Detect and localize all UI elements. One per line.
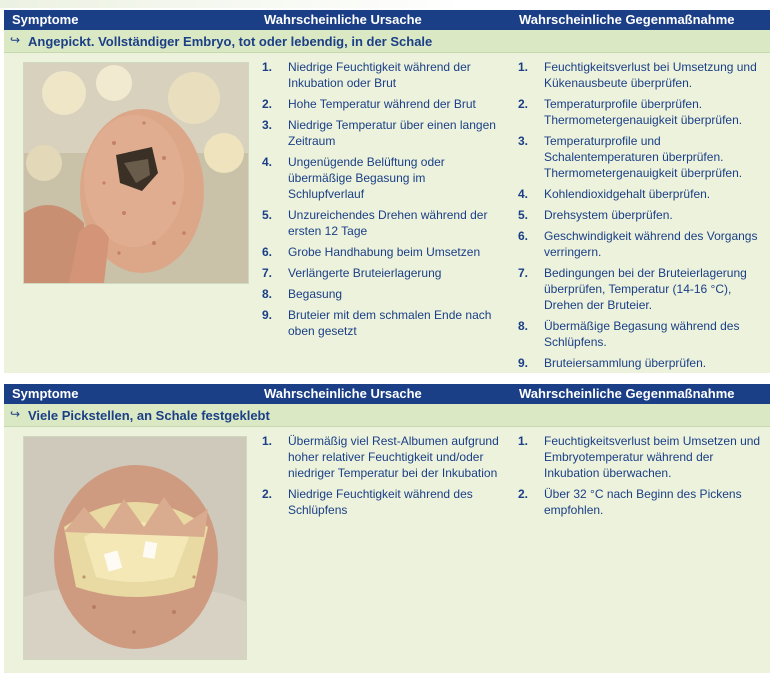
list-item: 8. Übermäßige Begasung während des Schlüpfens. bbox=[518, 319, 740, 349]
arrow-icon: ↪ bbox=[10, 33, 21, 47]
symptom-subheader bbox=[4, 30, 770, 53]
list-item: 8. Begasung bbox=[262, 287, 343, 301]
header-cause: Wahrscheinliche Ursache bbox=[264, 386, 422, 401]
list-item: 9. Bruteiersammlung überprüfen. bbox=[518, 356, 707, 370]
list-item: 2. Über 32 °C nach Beginn des Pickens empfohlen. bbox=[518, 487, 742, 517]
list-item: 1. Übermäßig viel Rest-Albumen aufgrund hoher relativer Feuchtigkeit und/oder niedriger Temperatur bei der Inkubation bbox=[262, 434, 499, 480]
section-body bbox=[4, 427, 770, 673]
list-item: 2. Niedrige Feuchtigkeit während des Schlüpfens bbox=[262, 487, 473, 517]
decorative-background bbox=[0, 0, 777, 8]
list-item: 1. Niedrige Feuchtigkeit während der Inkubation oder Brut bbox=[262, 60, 471, 90]
list-item: 4. Ungenügende Belüftung oder übermäßige Begasung im Schlupfverlauf bbox=[262, 155, 445, 201]
table-header bbox=[4, 384, 770, 404]
section-body bbox=[4, 53, 770, 373]
cause-list bbox=[262, 59, 502, 344]
symptom-title: Angepickt. Vollständiger Embryo, tot oder lebendig, in der Schale bbox=[28, 34, 433, 49]
header-action: Wahrscheinliche Gegenmaßnahme bbox=[519, 386, 735, 401]
header-symptoms: Symptome bbox=[12, 386, 79, 401]
list-item: 7. Verlängerte Bruteierlagerung bbox=[262, 266, 442, 280]
egg-photo-pipped bbox=[24, 63, 248, 283]
header-cause: Wahrscheinliche Ursache bbox=[264, 12, 422, 27]
action-list bbox=[518, 59, 768, 376]
list-item: 4. Kohlendioxidgehalt überprüfen. bbox=[518, 187, 711, 201]
section-pipped-embryo bbox=[4, 10, 770, 373]
header-symptoms: Symptome bbox=[12, 12, 79, 27]
table-header bbox=[4, 10, 770, 30]
list-item: 5. Drehsystem überprüfen. bbox=[518, 208, 673, 222]
egg-photo-stuck bbox=[24, 437, 246, 659]
list-item: 5. Unzureichendes Drehen während der ersten 12 Tage bbox=[262, 208, 488, 238]
list-item: 1. Feuchtigkeitsverlust beim Umsetzen und Embryotemperatur während der Inkubation überwachen. bbox=[518, 434, 761, 480]
list-item: 6. Grobe Handhabung beim Umsetzen bbox=[262, 245, 481, 259]
header-action: Wahrscheinliche Gegenmaßnahme bbox=[519, 12, 735, 27]
section-multiple-pips bbox=[4, 384, 770, 673]
list-item: 9. Bruteier mit dem schmalen Ende nach oben gesetzt bbox=[262, 308, 492, 338]
arrow-icon: ↪ bbox=[10, 407, 21, 421]
list-item: 2. Hohe Temperatur während der Brut bbox=[262, 97, 476, 111]
list-item: 2. Temperaturprofile überprüfen. Thermometergenauigkeit überprüfen. bbox=[518, 97, 743, 127]
cause-list bbox=[262, 433, 512, 523]
symptom-title: Viele Pickstellen, an Schale festgeklebt bbox=[28, 408, 270, 423]
list-item: 1. Feuchtigkeitsverlust bei Umsetzung und Kükenausbeute überprüfen. bbox=[518, 60, 757, 90]
list-item: 7. Bedingungen bei der Bruteierlagerung überprüfen, Temperatur (14-16 °C), Drehen der Bruteier. bbox=[518, 266, 747, 312]
action-list bbox=[518, 433, 768, 523]
list-item: 3. Niedrige Temperatur über einen langen Zeitraum bbox=[262, 118, 496, 148]
symptom-subheader bbox=[4, 404, 770, 427]
list-item: 3. Temperaturprofile und Schalentemperaturen überprüfen. Thermometergenauigkeit überprüfen. bbox=[518, 134, 743, 180]
list-item: 6. Geschwindigkeit während des Vorgangs verringern. bbox=[518, 229, 758, 259]
